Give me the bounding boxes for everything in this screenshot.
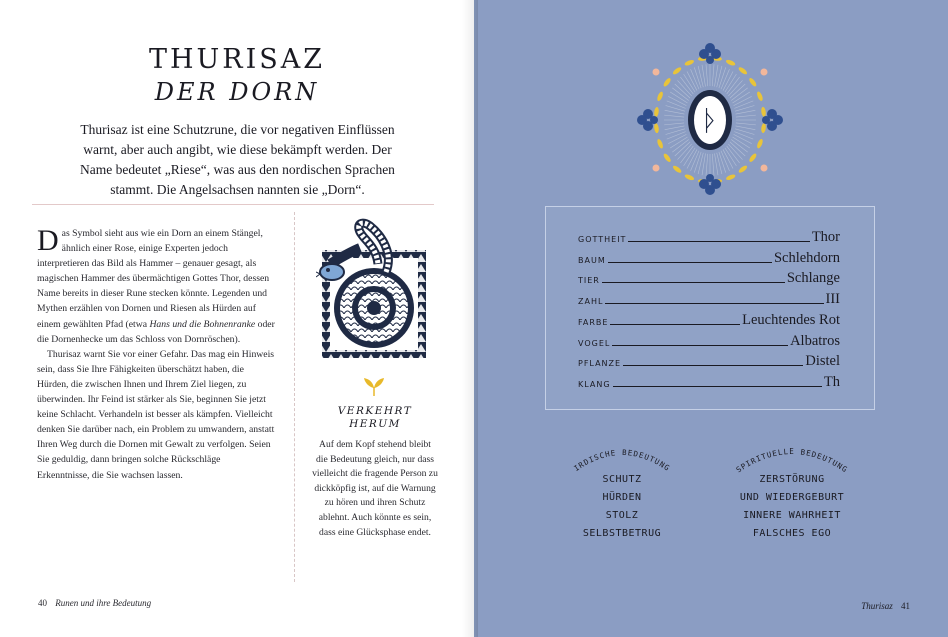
attributes-table — [545, 206, 875, 410]
rune-glyph: ᚦ — [701, 104, 719, 137]
leader-line — [628, 241, 809, 242]
list-item: SELBSTBETRUG — [582, 528, 662, 539]
reversed-heading-line1: VERKEHRT — [337, 405, 413, 417]
attribute-value: III — [825, 291, 840, 308]
attribute-value: Leuchtendes Rot — [742, 311, 840, 328]
list-item: SCHUTZ — [602, 474, 642, 485]
attribute-value: Schlange — [786, 270, 840, 287]
rune-medallion — [634, 40, 786, 200]
attribute-row — [578, 374, 840, 390]
attribute-label: GOTTHEIT — [578, 235, 627, 244]
section-divider — [32, 204, 434, 205]
footer-left-text: Runen und ihre Bedeutung — [55, 598, 152, 608]
list-item: STOLZ — [605, 510, 639, 521]
body-paragraph-2: Thurisaz warnt Sie vor einer Gefahr. Das mag ein Hinweis sein, dass Sie Ihre Fähigkeiten überschätzt haben, die Hürden, die zwischen Ihnen und Ihrem Ziel liegen, zu überwinden. Ihr Feind ist stärker als Sie, beginnen Sie jetzt keine Schlacht. Verhandeln ist besser als kämpfen. Vielleicht denken Sie darüber nach, ein Problem zu umwandern, anstatt Ihren Weg durch die Dornen mit Gewalt zu verfolgen. Seien Sie geduldig, dann bringen solche Rückschläge Erkenntnisse, die Sie wachsen lassen. — [37, 348, 275, 481]
attribute-value: Schlehdorn — [773, 249, 840, 266]
attribute-label: ZAHL — [578, 297, 604, 307]
drop-cap: D — [37, 224, 59, 257]
attribute-value: Distel — [805, 353, 840, 370]
reversed-text: Auf dem Kopf stehend bleibt die Bedeutung gleich, nur dass vielleicht die fragende Person zu dickköpfig ist, auf die Warnung zu hören und ihren Schutz ablehnt. Auch könnte es sein, dass eine Glücksphase endet. — [312, 439, 438, 538]
list-item: INNERE WAHRHEIT — [743, 510, 841, 521]
page-subtitle: DER DORN — [154, 78, 320, 106]
reversed-heading-line2: HERUM — [349, 418, 401, 430]
attribute-row — [578, 291, 840, 307]
attribute-label: FARBE — [578, 317, 609, 327]
earthly-heading: IRDISCHE BEDEUTUNG — [572, 447, 672, 473]
attribute-row — [578, 229, 840, 245]
earthly-list — [562, 471, 682, 543]
book-gutter — [462, 0, 478, 637]
sprout-icon — [363, 377, 385, 397]
attribute-value: Thor — [811, 229, 840, 245]
attribute-row — [578, 312, 840, 328]
body-p1-b: oder die Dornenhecke um das Schloss von Dornröschen). — [37, 318, 275, 345]
attribute-row — [578, 250, 840, 266]
attribute-label: VOGEL — [578, 338, 611, 348]
list-item: UND WIEDERGEBURT — [739, 492, 845, 503]
spiritual-list — [722, 471, 862, 543]
footer-right-text: Thurisaz — [861, 601, 893, 611]
list-item: ZERSTÖRUNG — [759, 474, 825, 485]
body-p1-a: as Symbol sieht aus wie ein Dorn an einem Stängel, ähnlich einer Rose, einige Experten jedoch interpretieren das Bild als Hammer – genauer gesagt, als magischen Hammer des übermächtigen Gottes Thor, dessen Name bereits in dieser Rune stecken könnte. Legenden und Mythen erzählen von Dornen und Riesen als Hürden auf einem gewählten Pfad (etwa — [37, 228, 270, 330]
page-number-right: 41 — [901, 601, 910, 611]
reversed-heading — [310, 405, 440, 431]
leader-line — [610, 324, 740, 325]
intro-paragraph: Thurisaz ist eine Schutzrune, die vor negativen Einflüssen warnt, aber auch angibt, wie diese bekämpft werden. Der Name bedeutet „Riese“, was aus den nordischen Sprachen stammt. Die Angelsachsen nannten sie „Dorn“. — [80, 122, 395, 197]
column-divider — [294, 212, 295, 582]
attribute-label: PFLANZE — [578, 359, 622, 369]
page-number-left: 40 — [38, 598, 47, 608]
list-item: HÜRDEN — [602, 492, 642, 503]
attribute-row — [578, 353, 840, 369]
spiritual-heading: SPIRITUELLE BEDEUTUNG — [734, 447, 850, 475]
attribute-value: Albatros — [790, 332, 840, 349]
attribute-row — [578, 270, 840, 286]
footer-right — [861, 601, 910, 611]
body-paragraph-1 — [37, 226, 275, 347]
attribute-value: Th — [823, 373, 840, 390]
attribute-row — [578, 333, 840, 349]
list-item: FALSCHES EGO — [752, 528, 832, 539]
body-p1-italic: Hans und die Bohnenranke — [149, 318, 256, 330]
leader-line — [608, 262, 772, 263]
leader-line — [612, 345, 788, 346]
snake-illustration — [316, 212, 432, 362]
attribute-label: KLANG — [578, 379, 611, 389]
attribute-label: BAUM — [578, 255, 606, 265]
leader-line — [602, 282, 785, 283]
page-title: THURISAZ — [148, 44, 326, 75]
body-text — [37, 226, 275, 483]
leader-line — [605, 303, 823, 304]
svg-text:IRDISCHE BEDEUTUNG — [572, 448, 672, 473]
leader-line — [623, 365, 803, 366]
attribute-label: TIER — [578, 276, 600, 286]
leader-line — [613, 386, 822, 387]
footer-left — [38, 598, 151, 608]
